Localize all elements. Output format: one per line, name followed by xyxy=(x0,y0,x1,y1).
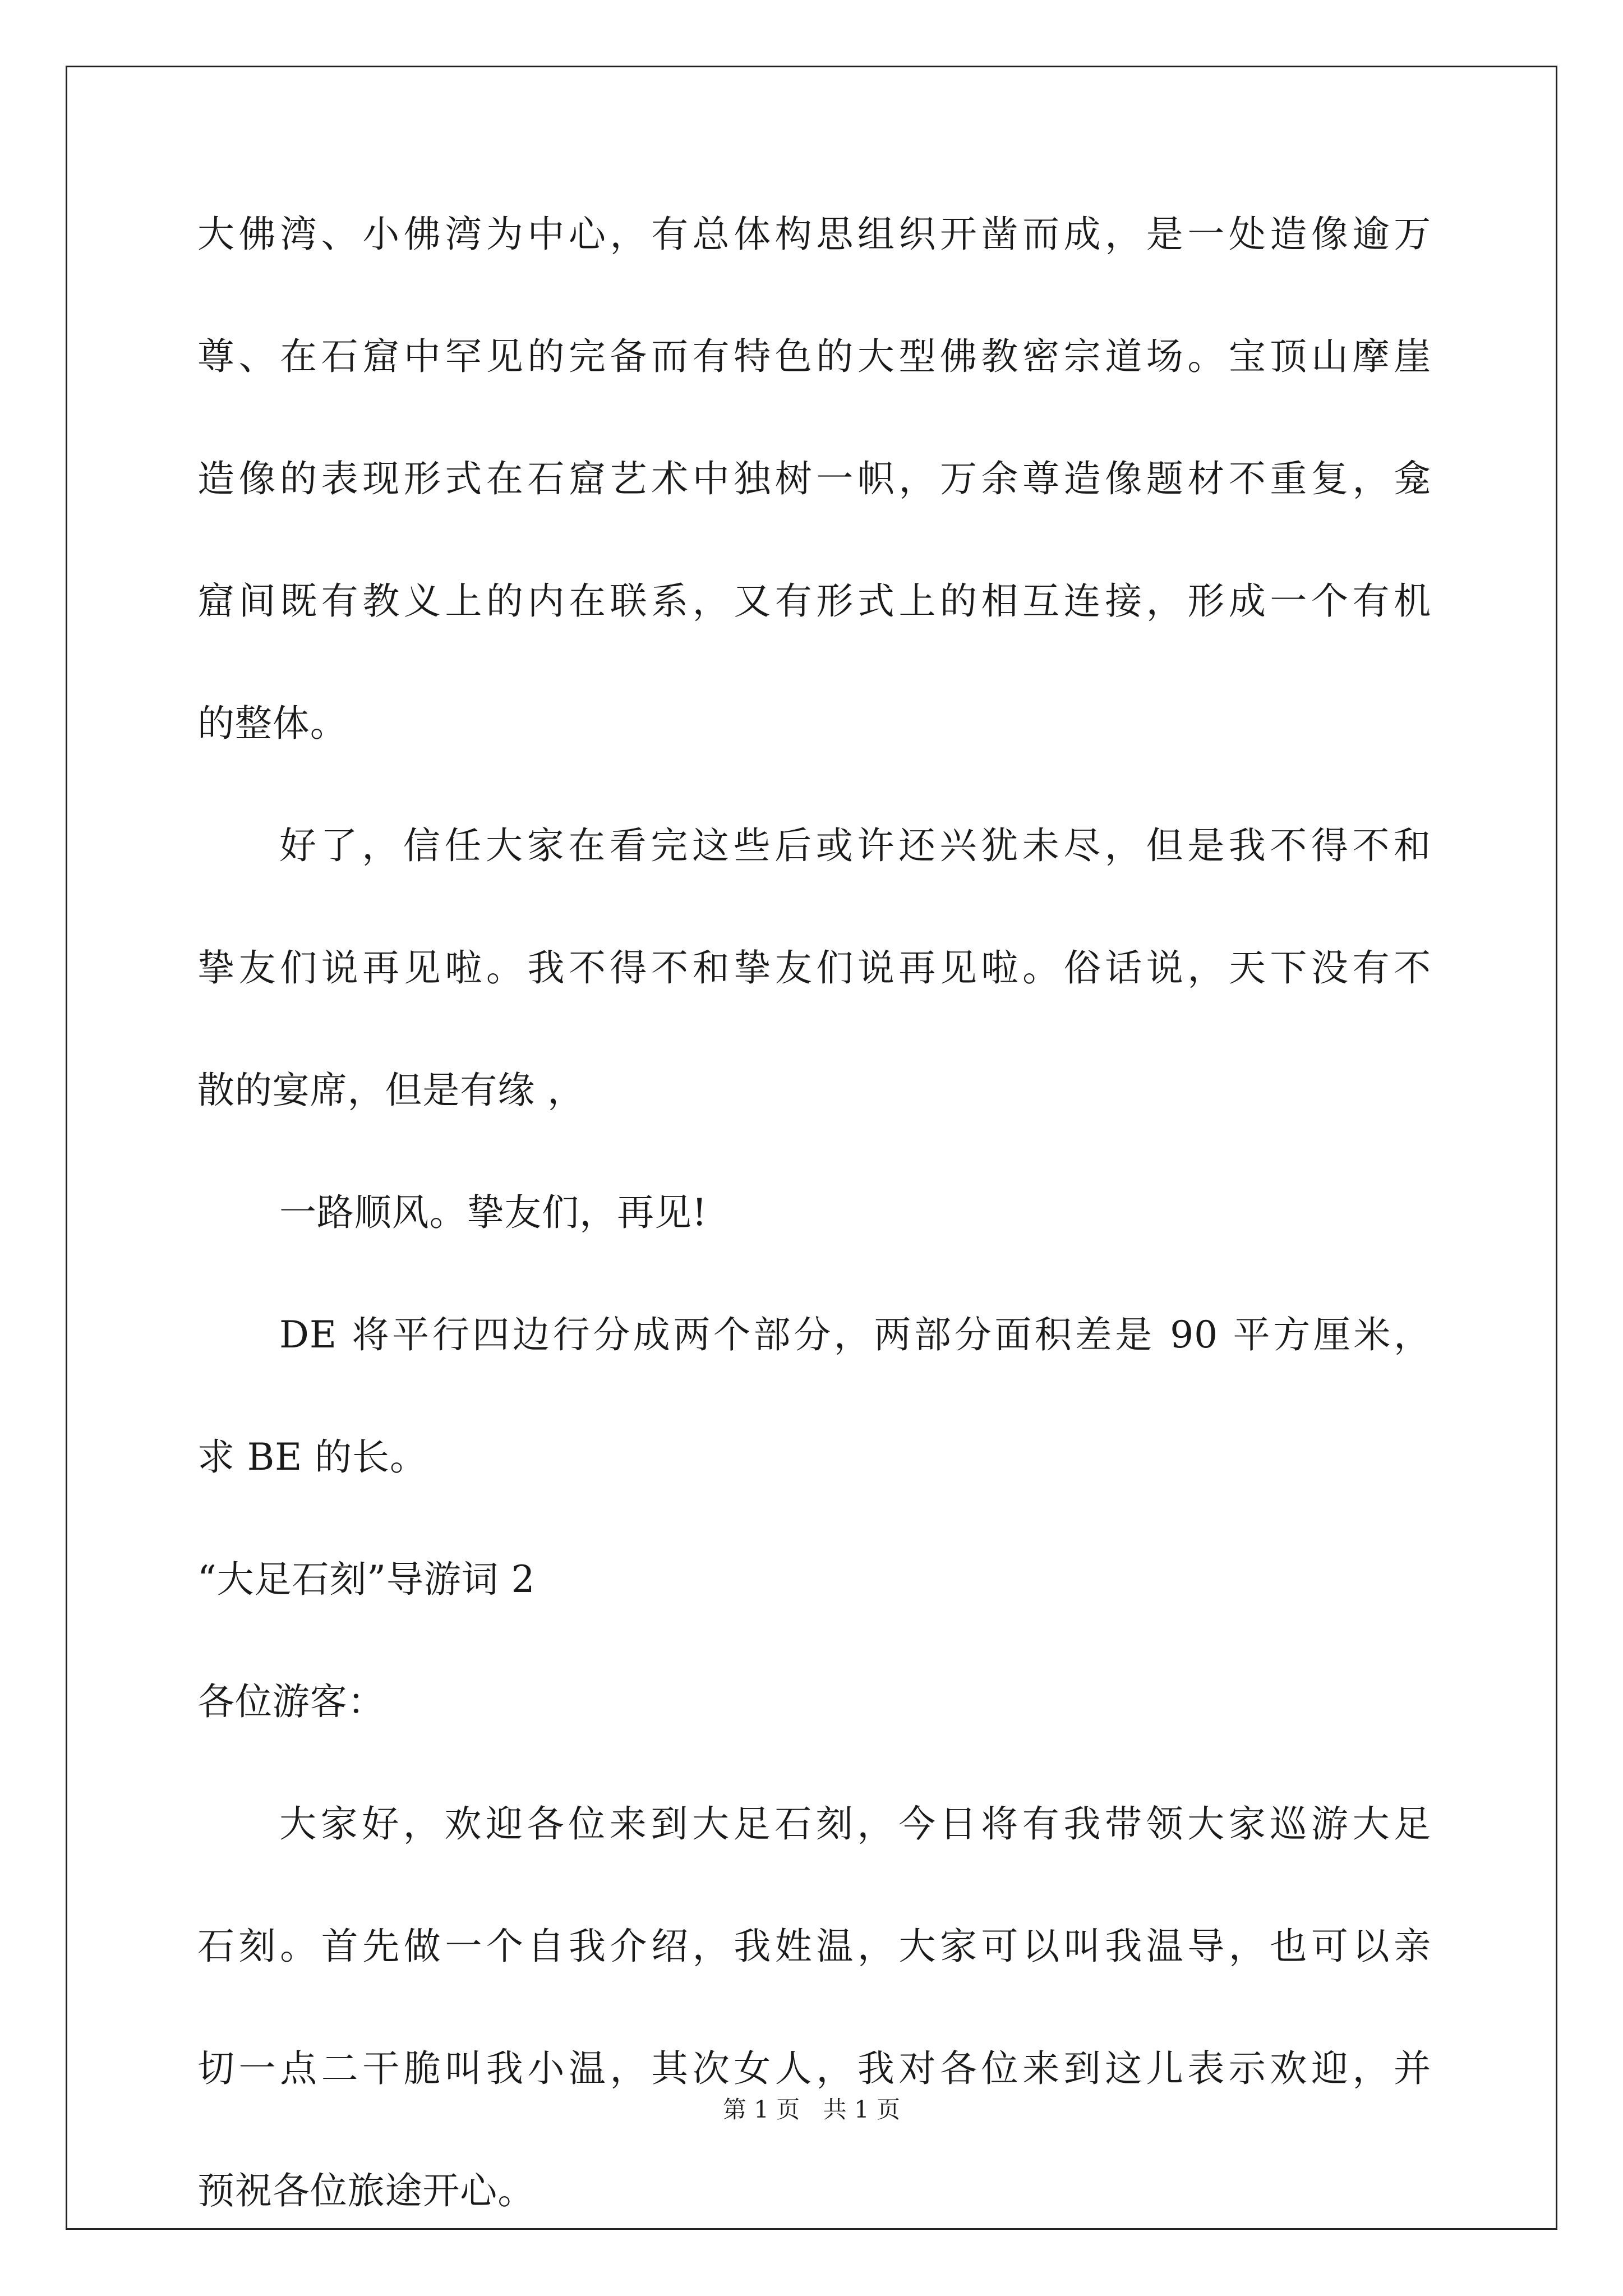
text-line: 散的宴席，但是有缘 ， xyxy=(197,1069,585,1112)
text-line: 造像的表现形式在石窟艺术中独树一帜，万余尊造像题材不重复，龛 xyxy=(197,457,1431,500)
text-line: 切一点二干脆叫我小温，其次女人，我对各位来到这儿表示欢迎，并 xyxy=(197,2047,1431,2090)
paragraph-start: DE 将平行四边行分成两个部分，两部分面积差是 90 平方厘米， xyxy=(279,1313,1431,1356)
paragraph-start: 一路顺风。挚友们，再见! xyxy=(279,1191,708,1234)
text-line: 大佛湾、小佛湾为中心，有总体构思组织开凿而成，是一处造像逾万 xyxy=(197,213,1431,256)
text-line: 窟间既有教义上的内在联系，又有形式上的相互连接，形成一个有机 xyxy=(197,579,1431,623)
page-footer xyxy=(0,2098,1623,2122)
text-line: 的整体。 xyxy=(197,702,348,745)
paragraph-start: 好了，信任大家在看完这些后或许还兴犹未尽，但是我不得不和 xyxy=(279,824,1431,867)
text-line: 求 BE 的长。 xyxy=(197,1435,427,1479)
page-number: 第 1 页 xyxy=(722,2096,800,2123)
text-line: 预祝各位旅途开心。 xyxy=(197,2169,536,2212)
text-line: 挚友们说再见啦。我不得不和挚友们说再见啦。俗话说，天下没有不 xyxy=(197,946,1431,990)
page-total: 共 1 页 xyxy=(823,2096,901,2123)
salutation: 各位游客： xyxy=(197,1680,385,1723)
paragraph-start: 大家好，欢迎各位来到大足石刻，今日将有我带领大家巡游大足 xyxy=(279,1802,1431,1846)
section-heading: “大足石刻”导游词 2 xyxy=(197,1558,536,1601)
page-border xyxy=(66,66,1557,2230)
text-line: 石刻。首先做一个自我介绍，我姓温，大家可以叫我温导，也可以亲 xyxy=(197,1925,1431,1968)
text-line: 尊、在石窟中罕见的完备而有特色的大型佛教密宗道场。宝顶山摩崖 xyxy=(197,335,1431,378)
